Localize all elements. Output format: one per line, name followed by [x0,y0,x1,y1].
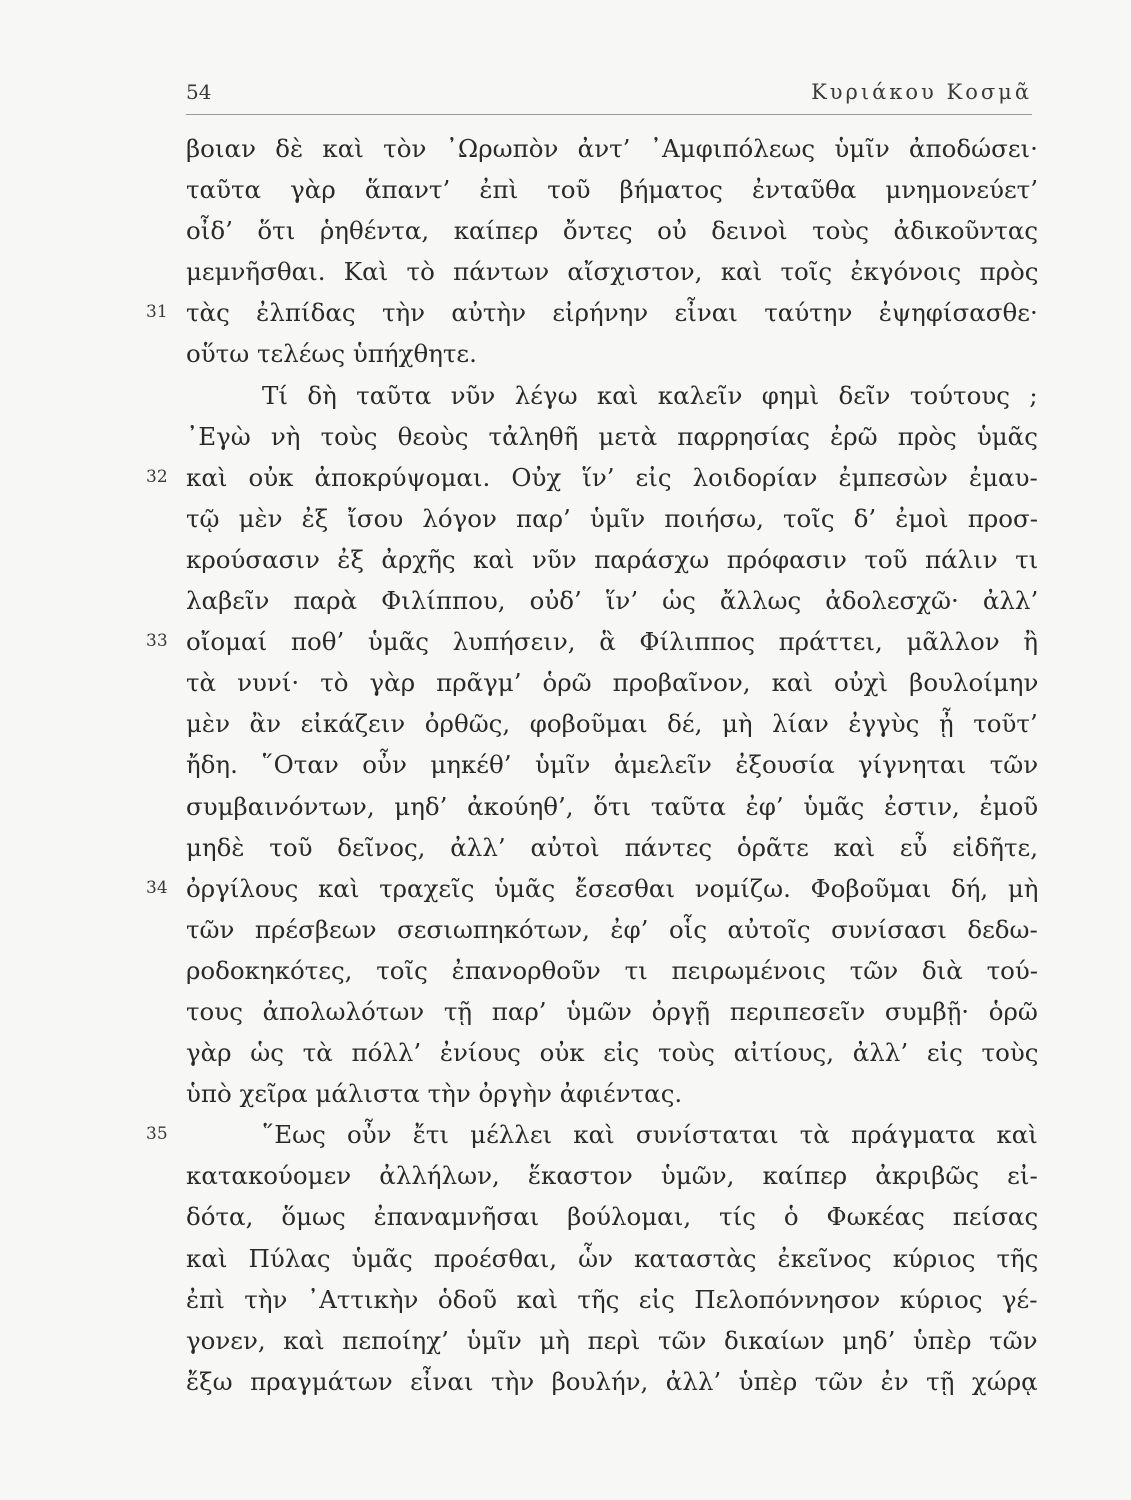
text-line [186,1238,1038,1279]
line-text: συμβαινόντων, μηδ’ ἀκούηθ’, ὅτι ταῦτα ἐφ’ ὑμᾶς ἐστιν, ἐμοῦ [186,791,1039,821]
text-line [186,1073,1038,1114]
text-line [186,1279,1038,1320]
text-line [186,1032,1038,1073]
text-line [186,539,1038,580]
text-line [186,950,1038,991]
text-line [186,169,1038,210]
text-line [186,1320,1038,1361]
line-text: ᾿Εγὼ νὴ τοὺς θεοὺς τἀληθῆ μετὰ παρρησίας ἐρῶ πρὸς ὑμᾶς [186,421,1038,451]
text-line [146,292,1038,333]
line-text: Τί δὴ ταῦτα νῦν λέγω καὶ καλεῖν φημὶ δεῖν τούτους ; [262,380,1038,410]
section-number: 32 [146,466,168,487]
text-line [146,868,1039,909]
line-text: ἤδη. ῞Οταν οὖν μηκέθ’ ὑμῖν ἀμελεῖν ἐξουσία γίγνηται τῶν [186,750,1039,780]
line-text: ὀργίλους καὶ τραχεῖς ὑμᾶς ἔσεσθαι νομίζω. Φοβοῦμαι δή, μὴ [186,873,1039,903]
line-text: ροδοκηκότες, τοῖς ἐπανορθοῦν τι πειρωμένοις τῶν διὰ τού- [186,955,1039,985]
line-text: κατακούομεν ἀλλήλων, ἕκαστον ὑμῶν, καίπερ ἀκριβῶς εἰ- [186,1161,1038,1191]
line-text: οἶδ’ ὅτι ῥηθέντα, καίπερ ὄντες οὐ δεινοὶ τοὺς ἀδικοῦντας [186,216,1039,246]
page-header [186,78,1032,115]
line-text: ῞Εως οὖν ἔτι μέλλει καὶ συνίσταται τὰ πράγματα καὶ [262,1120,1038,1150]
text-line [186,251,1038,292]
line-text: μὲν ἂν εἰκάζειν ὀρθῶς, φοβοῦμαι δέ, μὴ λίαν ἐγγὺς ᾖ τοῦτ’ [186,709,1038,739]
section-number: 31 [146,302,168,323]
line-text: τὰς ἐλπίδας τὴν αὐτὴν εἰρήνην εἶναι ταύτην ἐψηφίσασθε· [186,298,1038,328]
running-head: Κυριάκου Κοσμᾶ [811,80,1032,104]
text-line [186,1361,1038,1402]
page-number: 54 [186,80,212,104]
text-line [146,621,1038,662]
text-line [186,662,1038,703]
line-text: γὰρ ὡς τὰ πόλλ’ ἐνίους οὐκ εἰς τοὺς αἰτίους, ἀλλ’ εἰς τοὺς [186,1038,1039,1068]
line-text: καὶ Πύλας ὑμᾶς προέσθαι, ὧν καταστὰς ἐκεῖνος κύριος τῆς [186,1243,1039,1273]
line-text: τῶν πρέσβεων σεσιωπηκότων, ἐφ’ οἷς αὐτοῖς συνίσασι δεδω- [186,914,1038,944]
line-text: ἔξω πραγμάτων εἶναι τὴν βουλήν, ἀλλ’ ὑπὲρ τῶν ἐν τῇ χώρᾳ [186,1366,1038,1396]
line-text: βοιαν δὲ καὶ τὸν ᾿Ωρωπὸν ἀντ’ ᾿Αμφιπόλεως ὑμῖν ἀποδώσει· [186,134,1038,163]
line-text: λαβεῖν παρὰ Φιλίππου, οὐδ’ ἵν’ ὡς ἄλλως ἀδολεσχῶ· ἀλλ’ [186,586,1039,616]
section-number: 33 [146,631,168,652]
text-line [186,991,1038,1032]
section-number: 34 [146,877,168,898]
line-text: ἐπὶ τὴν ᾿Αττικὴν ὁδοῦ καὶ τῆς εἰς Πελοπόννησον κύριος γέ- [186,1284,1038,1314]
text-line [186,375,1038,416]
section-number: 35 [146,1124,168,1145]
text-line [186,1196,1038,1237]
line-text: ταῦτα γὰρ ἅπαντ’ ἐπὶ τοῦ βήματος ἐνταῦθα μνημονεύετ’ [186,175,1039,205]
line-text: τῷ μὲν ἐξ ἴσου λόγον παρ’ ὑμῖν ποιήσω, τοῖς δ’ ἐμοὶ προσ- [186,503,1038,533]
text-line [186,210,1038,251]
text-line [186,744,1038,785]
text-line [186,827,1038,868]
text-body [146,128,1039,1402]
text-line [186,580,1038,621]
line-text: μηδὲ τοῦ δεῖνος, ἀλλ’ αὐτοὶ πάντες ὁρᾶτε καὶ εὖ εἰδῆτε, [186,832,1038,862]
line-text: τους ἀπολωλότων τῇ παρ’ ὑμῶν ὀργῇ περιπεσεῖν συμβῇ· ὁρῶ [186,996,1038,1026]
line-text: δότα, ὅμως ἐπαναμνῆσαι βούλομαι, τίς ὁ Φωκέας πείσας [186,1202,1039,1232]
text-line [186,498,1038,539]
line-text: κρούσασιν ἐξ ἀρχῆς καὶ νῦν παράσχω πρόφασιν τοῦ πάλιν τι [186,544,1039,574]
text-line [186,128,1038,169]
text-line [186,786,1038,827]
text-line [146,457,1038,498]
line-text: τὰ νυνί· τὸ γὰρ πρᾶγμ’ ὁρῶ προβαῖνον, καὶ οὐχὶ βουλοίμην [186,668,1039,698]
line-text: οἴομαί ποθ’ ὑμᾶς λυπήσειν, ἃ Φίλιππος πράττει, μᾶλλον ἢ [186,627,1038,657]
text-line [146,1114,1038,1155]
text-line [186,333,1038,374]
text-line [186,416,1038,457]
text-line [186,703,1038,744]
line-text: μεμνῆσθαι. Καὶ τὸ πάντων αἴσχιστον, καὶ τοῖς ἐκγόνοις πρὸς [186,257,1039,287]
line-text: οὕτω τελέως ὑπήχθητε. [186,339,477,369]
text-line [186,1155,1038,1196]
text-line [186,909,1038,950]
line-text: ὑπὸ χεῖρα μάλιστα τὴν ὀργὴν ἀφιέντας. [186,1079,683,1109]
line-text: καὶ οὐκ ἀποκρύψομαι. Οὐχ ἵν’ εἰς λοιδορίαν ἐμπεσὼν ἐμαυ- [186,462,1038,492]
line-text: γονεν, καὶ πεποίηχ’ ὑμῖν μὴ περὶ τῶν δικαίων μηδ’ ὑπὲρ τῶν [186,1325,1038,1355]
